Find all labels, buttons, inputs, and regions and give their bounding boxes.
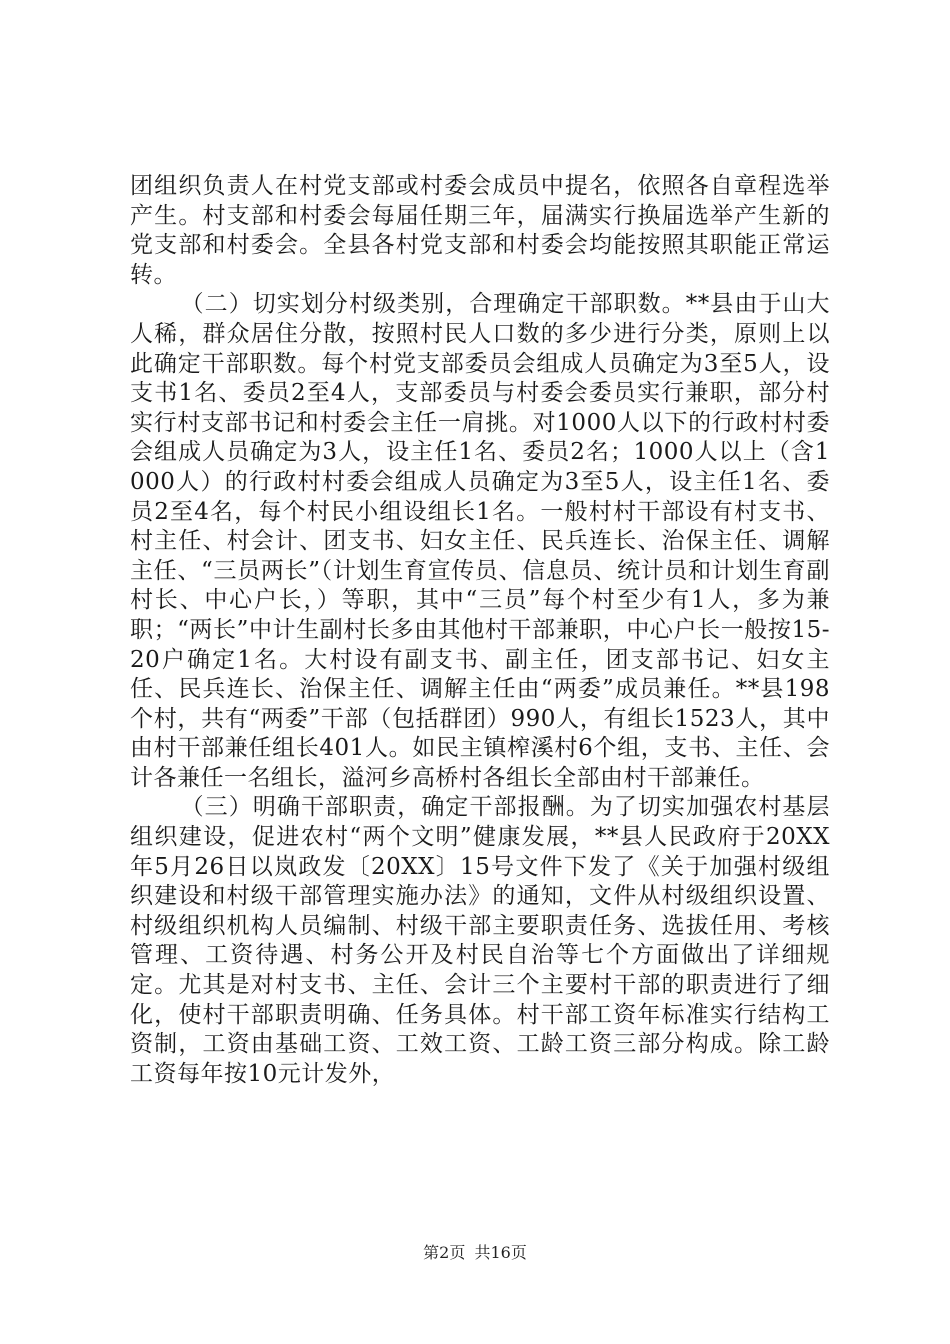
paragraph-section-three: （三）明确干部职责，确定干部报酬。为了切实加强农村基层组织建设，促进农村“两个文明”健康发展，**县人民政府于20XX年5月26日以岚政发〔20XX〕15号文件下发了《关于加强村级组织建设和村级干部管理实施办法》的通知，文件从村级组织设置、村级组织机构人员编制、村级干部主要职责任务、选拔任用、考核管理、工资待遇、村务公开及村民自治等七个方面做出了详细规定。尤其是对村支书、主任、会计三个主要村干部的职责进行了细化，使村干部职责明确、任务具体。村干部工资年标准实行结构工资制，工资由基础工资、工效工资、工龄工资三部分构成。除工龄工资每年按10元计发外， bbox=[130, 794, 830, 1087]
document-body bbox=[130, 172, 830, 1089]
page-footer bbox=[0, 1243, 950, 1263]
page-number: 第2页 bbox=[423, 1243, 466, 1262]
paragraph-continuation: 团组织负责人在村党支部或村委会成员中提名，依照各自章程选举产生。村支部和村委会每届任期三年，届满实行换届选举产生新的党支部和村委会。全县各村党支部和村委会均能按照其职能正常运转。 bbox=[130, 173, 830, 288]
paragraph-section-two: （二）切实划分村级类别，合理确定干部职数。**县由于山大人稀，群众居住分散，按照村民人口数的多少进行分类，原则上以此确定干部职数。每个村党支部委员会组成人员确定为3至5人，设支书1名、委员2至4人，支部委员与村委会委员实行兼职，部分村实行村支部书记和村委会主任一肩挑。对1000人以下的行政村村委会组成人员确定为3人，设主任1名、委员2名；1000人以上（含1000人）的行政村村委会组成人员确定为3至5人，设主任1名、委员2至4名，每个村民小组设组长1名。一般村村干部设有村支书、村主任、村会计、团支书、妇女主任、民兵连长、治保主任、调解主任、“三员两长”（计划生育宣传员、信息员、统计员和计划生育副村长、中心户长，）等职，其中“三员”每个村至少有1人，多为兼职；“两长”中计生副村长多由其他村干部兼职，中心户长一般按15-20户确定1名。大村设有副支书、副主任，团支部书记、妇女主任、民兵连长、治保主任、调解主任由“两委”成员兼任。**县198个村，共有“两委”干部（包括群团）990人，有组长1523人，其中由村干部兼任组长401人。如民主镇榨溪村6个组，支书、主任、会计各兼任一名组长，溢河乡高桥村各组长全部由村干部兼任。 bbox=[130, 291, 830, 791]
page-total: 共16页 bbox=[474, 1243, 527, 1262]
